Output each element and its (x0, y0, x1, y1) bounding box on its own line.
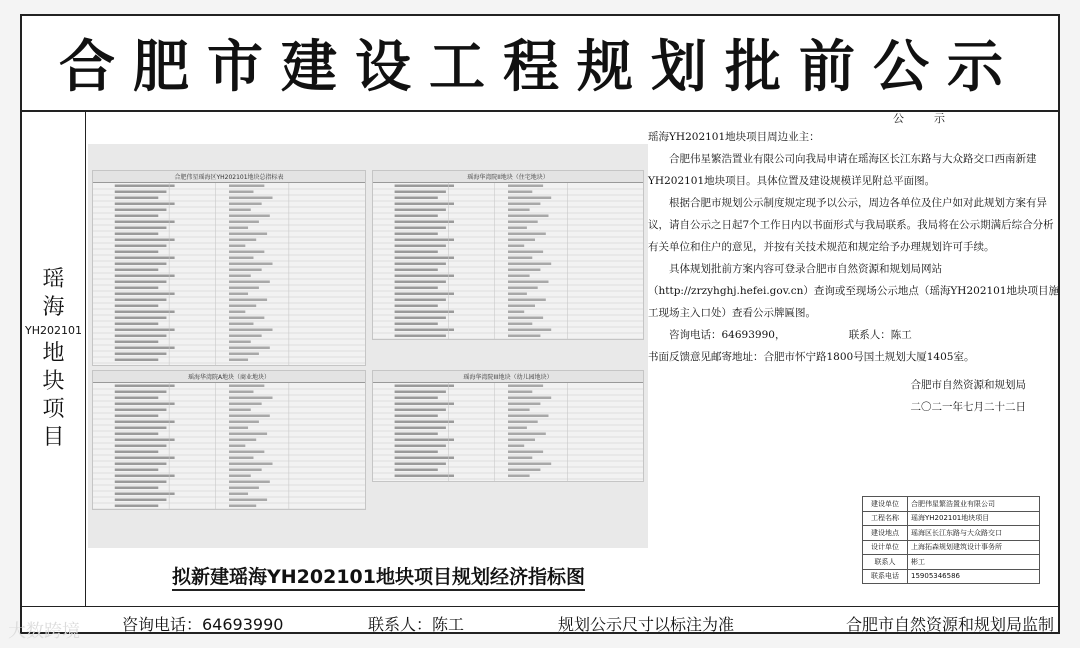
table-text-smudge (115, 445, 167, 448)
table-text-smudge (395, 251, 438, 254)
notice-para: 具体规划批前方案内容可登录合肥市自然资源和规划局网站（http://zrzyhghj.hefei.gov.cn）查询或至现场公示地点（瑶海YH202101地块项目施工现场主入口处）查看公示牌匾图。 (648, 263, 1060, 319)
table-text-smudge (508, 257, 532, 260)
table-text-smudge (508, 251, 543, 254)
table-text-smudge (395, 317, 446, 320)
indicator-table-total (92, 170, 366, 366)
table-text-smudge (395, 209, 446, 212)
table-text-smudge (115, 427, 167, 430)
table-text-smudge (115, 185, 175, 188)
info-key: 建设单位 (863, 497, 908, 512)
table-text-smudge (229, 191, 253, 194)
side-code: YH202101 (25, 324, 82, 337)
table-text-smudge (115, 359, 159, 362)
table-text-smudge (508, 197, 551, 200)
table-text-smudge (115, 233, 159, 236)
info-row (863, 540, 1040, 555)
table-text-smudge (395, 391, 446, 394)
indicator-table-commercial (92, 370, 366, 510)
table-text-smudge (115, 403, 175, 406)
table-text-smudge (115, 397, 159, 400)
table-text-smudge (115, 335, 167, 338)
table-text-smudge (508, 385, 543, 388)
table-text-smudge (229, 335, 262, 338)
info-row (863, 497, 1040, 512)
table-text-smudge (395, 463, 446, 466)
table-text-smudge (115, 415, 159, 418)
table-text-smudge (229, 487, 259, 490)
table-text-smudge (508, 335, 540, 338)
table-text-smudge (229, 427, 248, 430)
table-text-smudge (229, 209, 251, 212)
table-text-smudge (229, 257, 253, 260)
indicator-plan-image (88, 144, 648, 548)
table-text-smudge (508, 281, 549, 284)
table-text-smudge (395, 475, 454, 478)
table-text-smudge (508, 299, 546, 302)
table-text-smudge (395, 433, 438, 436)
table-text-smudge (508, 227, 527, 230)
table-text-smudge (395, 457, 454, 460)
notice-para: 合肥伟星繁浩置业有限公司向我局申请在瑶海区长江东路与大众路交口西南新建YH202101地块项目。具体位置及建设规模详见附总平面图。 (648, 153, 1037, 187)
table-text-smudge (508, 293, 527, 296)
notice-contact: 联系人：陈工 (848, 329, 912, 341)
table-text-smudge (395, 227, 446, 230)
table-text-smudge (229, 299, 267, 302)
table-text-smudge (115, 245, 167, 248)
table-text-smudge (115, 209, 167, 212)
table-text-smudge (229, 457, 253, 460)
table-text-smudge (508, 421, 538, 424)
footer-note: 规划公示尺寸以标注为准 (558, 615, 735, 634)
table-text-smudge (229, 341, 251, 344)
footer-supervisor: 合肥市自然资源和规划局监制 (846, 615, 1055, 634)
table-text-smudge (229, 275, 251, 278)
table-text-smudge (508, 329, 551, 332)
table-text-smudge (508, 463, 551, 466)
table-text-smudge (115, 505, 159, 508)
info-key: 建设地点 (863, 526, 908, 541)
table-text-smudge (115, 481, 167, 484)
table-text-smudge (115, 221, 175, 224)
table-text-smudge (229, 499, 267, 502)
table-text-smudge (229, 323, 253, 326)
table-text-smudge (115, 499, 167, 502)
table-text-smudge (395, 335, 446, 338)
table-text-smudge (229, 403, 262, 406)
plan-caption: 拟新建瑶海YH202101地块项目规划经济指标图 (172, 562, 585, 591)
table-text-smudge (395, 445, 446, 448)
table-text-smudge (115, 385, 175, 388)
table-text-smudge (395, 397, 438, 400)
table-text-smudge (115, 487, 159, 490)
info-key: 联系人 (863, 555, 908, 570)
table-text-smudge (115, 451, 159, 454)
table-text-smudge (395, 215, 438, 218)
table-text-smudge (229, 439, 256, 442)
table-text-smudge (115, 475, 175, 478)
table-text-smudge (395, 311, 454, 314)
table-text-smudge (395, 293, 454, 296)
table-text-smudge (508, 287, 538, 290)
table-text-smudge (508, 233, 546, 236)
notice-salutation: 瑶海YH202101地块项目周边业主： (648, 131, 820, 143)
info-value: 上海拓森规划建筑设计事务所 (908, 540, 1040, 555)
table-rows-graphic (373, 383, 643, 482)
table-text-smudge (115, 433, 159, 436)
notice-org: 合肥市自然资源和规划局 (910, 379, 1026, 391)
table-text-smudge (115, 323, 159, 326)
table-text-smudge (508, 475, 530, 478)
table-text-smudge (508, 191, 532, 194)
table-text-smudge (115, 439, 175, 442)
notice-contact-line (648, 324, 1060, 346)
board-title: 合肥市建设工程规划批前公示 (22, 16, 1058, 112)
side-char: 项 (42, 397, 65, 422)
table-text-smudge (508, 221, 538, 224)
table-text-smudge (229, 505, 256, 508)
table-text-smudge (115, 251, 159, 254)
table-text-smudge (229, 197, 273, 200)
notice-date: 二〇二一年七月二十二日 (910, 401, 1026, 413)
table-rows-graphic (373, 183, 643, 340)
table-text-smudge (115, 263, 167, 266)
table-text-smudge (395, 287, 438, 290)
table-text-smudge (508, 469, 540, 472)
table-text-smudge (229, 481, 270, 484)
table-text-smudge (395, 427, 446, 430)
table-text-smudge (508, 209, 530, 212)
info-value: 彬工 (908, 555, 1040, 570)
table-text-smudge (395, 323, 438, 326)
table-text-smudge (508, 427, 527, 430)
table-text-smudge (229, 475, 251, 478)
table-text-smudge (115, 409, 167, 412)
table-text-smudge (115, 311, 175, 314)
table-text-smudge (508, 245, 524, 248)
table-text-smudge (115, 457, 175, 460)
footer-contact: 联系人：陈工 (368, 615, 465, 634)
table-text-smudge (395, 281, 446, 284)
table-text-smudge (115, 227, 167, 230)
side-char: 瑶 (42, 267, 65, 292)
table-text-smudge (229, 227, 248, 230)
table-text-smudge (229, 269, 262, 272)
table-text-smudge (395, 233, 438, 236)
table-text-smudge (115, 469, 159, 472)
table-text-smudge (229, 347, 270, 350)
table-text-smudge (115, 329, 175, 332)
table-text-smudge (229, 359, 248, 362)
table-text-smudge (229, 239, 256, 242)
info-row (863, 569, 1040, 584)
table-text-smudge (229, 203, 262, 206)
table-text-smudge (508, 239, 535, 242)
table-text-smudge (115, 215, 159, 218)
table-text-smudge (395, 299, 446, 302)
watermark: 大数跨境 (8, 621, 80, 642)
table-text-smudge (395, 239, 454, 242)
notice-phone: 咨询电话：64693990， (669, 329, 786, 341)
table-text-smudge (395, 409, 446, 412)
table-text-smudge (229, 451, 264, 454)
table-text-smudge (508, 433, 546, 436)
table-text-smudge (508, 185, 543, 188)
table-text-smudge (229, 305, 256, 308)
info-row (863, 555, 1040, 570)
table-text-smudge (508, 445, 524, 448)
table-text-smudge (395, 403, 454, 406)
table-text-smudge (115, 463, 167, 466)
table-text-smudge (115, 287, 159, 290)
board-footer (22, 606, 1058, 636)
table-text-smudge (395, 191, 446, 194)
table-text-smudge (115, 347, 175, 350)
table-text-smudge (229, 445, 245, 448)
table-text-smudge (508, 317, 543, 320)
side-char: 块 (42, 369, 65, 394)
table-text-smudge (229, 385, 264, 388)
footer-phone: 咨询电话：64693990 (122, 615, 284, 634)
info-row (863, 526, 1040, 541)
notice-text (648, 112, 1060, 418)
table-text-smudge (229, 397, 273, 400)
table-text-smudge (229, 293, 248, 296)
table-text-smudge (395, 221, 454, 224)
table-text-smudge (229, 329, 273, 332)
table-text-smudge (229, 493, 248, 496)
table-text-smudge (508, 323, 532, 326)
table-text-smudge (229, 353, 259, 356)
table-text-smudge (395, 305, 438, 308)
table-text-smudge (229, 221, 259, 224)
indicator-table-residential (372, 170, 644, 340)
table-text-smudge (508, 403, 540, 406)
table-text-smudge (229, 311, 245, 314)
table-text-smudge (395, 203, 454, 206)
table-text-smudge (508, 305, 535, 308)
table-heading: 合肥伟星瑶海区YH202101地块总指标表 (93, 171, 365, 183)
project-side-label (22, 112, 86, 606)
table-text-smudge (115, 341, 159, 344)
table-text-smudge (229, 463, 273, 466)
table-heading: 瑶海华湾院III地块（幼儿园地块） (373, 371, 643, 383)
info-value: 瑶海区长江东路与大众路交口 (908, 526, 1040, 541)
table-text-smudge (508, 275, 530, 278)
table-text-smudge (115, 269, 159, 272)
table-text-smudge (508, 269, 540, 272)
project-info-table (862, 496, 1040, 584)
info-value: 瑶海YH202101地块项目 (908, 511, 1040, 526)
table-text-smudge (508, 439, 535, 442)
table-text-smudge (229, 263, 273, 266)
table-heading: 瑶海华湾院II地块（住宅地块） (373, 171, 643, 183)
table-text-smudge (508, 203, 540, 206)
indicator-table-kindergarten (372, 370, 644, 482)
table-text-smudge (395, 269, 438, 272)
table-text-smudge (115, 391, 167, 394)
table-text-smudge (508, 391, 532, 394)
table-text-smudge (229, 433, 267, 436)
table-text-smudge (229, 409, 251, 412)
table-text-smudge (115, 239, 175, 242)
table-text-smudge (395, 451, 438, 454)
table-text-smudge (395, 385, 454, 388)
table-text-smudge (115, 203, 175, 206)
table-text-smudge (229, 233, 267, 236)
table-text-smudge (395, 439, 454, 442)
table-text-smudge (508, 409, 530, 412)
info-key: 联系电话 (863, 569, 908, 584)
table-text-smudge (508, 263, 551, 266)
table-text-smudge (508, 451, 543, 454)
table-text-smudge (115, 421, 175, 424)
side-char: 目 (42, 425, 65, 450)
table-text-smudge (395, 415, 438, 418)
table-text-smudge (229, 185, 264, 188)
table-rows-graphic (93, 183, 365, 366)
info-key: 设计单位 (863, 540, 908, 555)
table-rows-graphic (93, 383, 365, 510)
table-text-smudge (229, 469, 262, 472)
table-text-smudge (229, 415, 270, 418)
table-text-smudge (115, 275, 175, 278)
table-text-smudge (229, 317, 264, 320)
table-text-smudge (115, 299, 167, 302)
table-text-smudge (508, 397, 551, 400)
table-text-smudge (395, 185, 454, 188)
table-text-smudge (115, 191, 167, 194)
table-text-smudge (395, 245, 446, 248)
table-text-smudge (508, 415, 549, 418)
table-text-smudge (395, 329, 454, 332)
table-text-smudge (395, 421, 454, 424)
table-text-smudge (508, 215, 549, 218)
info-value: 合肥伟星繁浩置业有限公司 (908, 497, 1040, 512)
table-text-smudge (229, 391, 253, 394)
table-text-smudge (229, 251, 264, 254)
table-text-smudge (508, 457, 532, 460)
table-text-smudge (229, 281, 270, 284)
table-text-smudge (508, 311, 524, 314)
table-text-smudge (115, 305, 159, 308)
info-value: 15905346586 (908, 569, 1040, 584)
info-key: 工程名称 (863, 511, 908, 526)
table-text-smudge (115, 293, 175, 296)
table-text-smudge (229, 287, 259, 290)
table-text-smudge (115, 257, 175, 260)
table-text-smudge (115, 281, 167, 284)
side-char: 海 (42, 295, 65, 320)
table-text-smudge (115, 493, 175, 496)
table-text-smudge (115, 317, 167, 320)
table-text-smudge (115, 353, 167, 356)
table-text-smudge (229, 421, 259, 424)
table-text-smudge (395, 275, 454, 278)
notice-heading: 公示 (893, 112, 975, 125)
table-heading: 瑶海华湾院A地块（商业地块） (93, 371, 365, 383)
table-text-smudge (395, 197, 438, 200)
table-text-smudge (395, 263, 446, 266)
table-text-smudge (395, 469, 438, 472)
notice-board (20, 14, 1060, 634)
side-char: 地 (42, 341, 65, 366)
info-row (863, 511, 1040, 526)
notice-para: 根据合肥市规划公示制度规定现予以公示，周边各单位及住户如对此规划方案有异议，请自公示之日起7个工作日内以书面形式与我局联系。我局将在公示期满后综合分析有关单位和住户的意见，并按有关技术规范和规定给予办理规划许可手续。 (648, 197, 1054, 253)
table-text-smudge (229, 245, 245, 248)
table-text-smudge (115, 197, 159, 200)
notice-mail: 书面反馈意见邮寄地址：合肥市怀宁路1800号国土规划大厦1405室。 (648, 351, 975, 363)
table-text-smudge (229, 215, 270, 218)
table-text-smudge (395, 257, 454, 260)
